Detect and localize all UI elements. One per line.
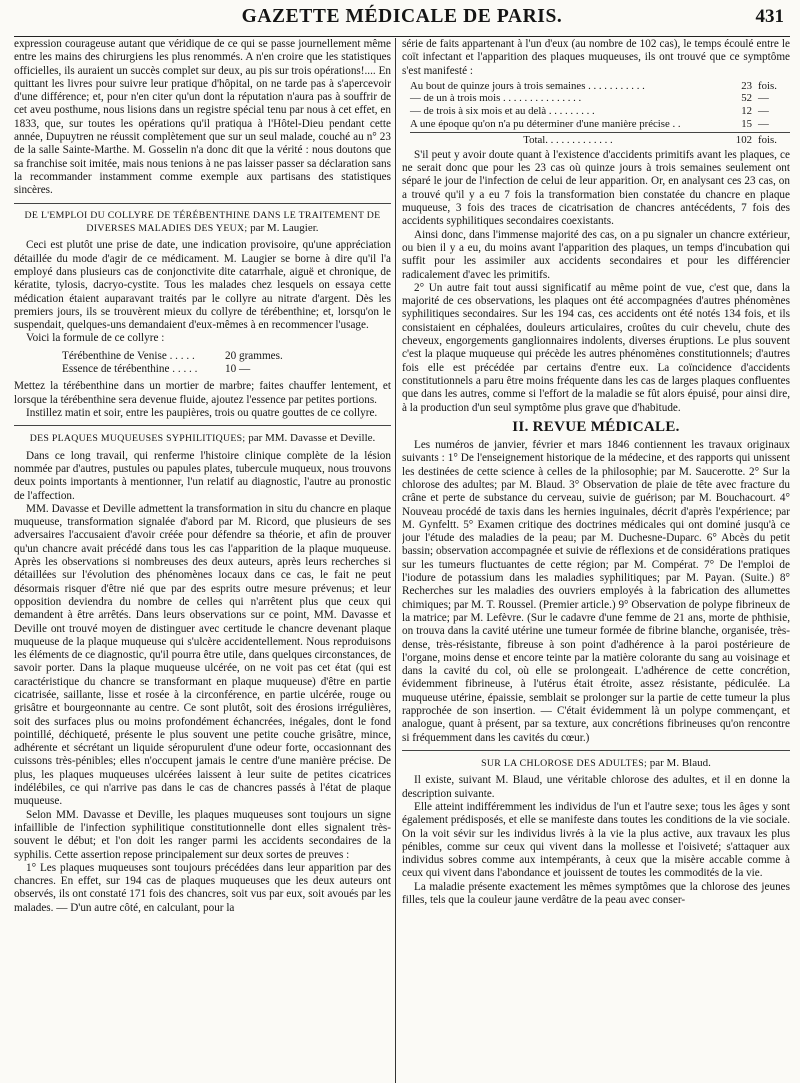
paragraph: S'il peut y avoir doute quant à l'existence d'accidents primitifs avant les plaques, ce ne serait donc que pour les 23 cas où quinze jours à trois semaines seulement ont séparé le jour de l'infection de celui de leur apparition. Or, en analysant ces 23 cas, on a trouvé qu'il y a eu 7 fois la transformation bien constatée du chancre en plaque muqueuse, 3 fois des traces de cicatrisation de chancres antécédents, 7 fois des accidents syphilitiques secondaires coexistants.	[402, 148, 790, 228]
paragraph: 2° Un autre fait tout aussi significatif au même point de vue, c'est que, dans la majorité de ces observations, les plaques ont été accompagnées d'autres phénomènes syphilitiques secondaires. Sur les 194 cas, ces accidents ont été notés 134 fois, et ils consistaient en céphalées, douleurs articulaires, croûtes du cuir chevelu, chute des cheveux, engorgements ganglionnaires indolents, diverses éruptions. Le plus souvent c'est la plaque muqueuse qui précède les autres phénomènes constitutionnels; d'autres fois elle est précédée par certains d'entre eux. La coïncidence d'accidents constitutionnels a paru être moins fréquente dans les cas de larges plaques confluentes que dans les autres, comme si l'effort de la maladie se fût alors épuisé, pour ainsi dire, à la production d'un seul symptôme plus grave que d'habitude.	[402, 281, 790, 414]
section-author: par MM. Davasse et Deville.	[248, 432, 376, 445]
stats-unit: —	[758, 105, 769, 118]
section-heading-chlorose	[402, 757, 790, 770]
section-rule	[14, 203, 391, 204]
stats-count: 23	[741, 79, 752, 92]
paragraph: Mettez la térébenthine dans un mortier de marbre; faites chauffer lentement, et lorsque la térébenthine sera devenue fluide, ajoutez l'essence par petites portions.	[14, 380, 391, 406]
stats-label: A une époque qu'on n'a pu déterminer d'une manière précise . .	[410, 117, 681, 130]
paragraph: La maladie présente exactement les mêmes symptômes que la chlorose des jeunes filles, tels que la couleur jaune verdâtre de la peau avec conser-	[402, 880, 790, 906]
section-rule	[402, 750, 790, 751]
stats-row	[410, 92, 790, 105]
stats-total-count: 102	[735, 134, 752, 147]
stats-unit: —	[758, 92, 769, 105]
paragraph: MM. Davasse et Deville admettent la transformation in situ du chancre en plaque muqueuse, transformation signalée d'abord par M. Ricord, que plusieurs de ses adversaires l'accusaient d'avoir créée pour défendre sa théorie, et afin de prouver qu'un chancre avait précédé dans tous les cas l'apparition de la plaque muqueuse. Après les observations si nombreuses des deux auteurs, après leurs recherches si détaillées sur l'évolution des phénomènes locaux dans ce cas, le fait ne peut désormais risquer d'être nié que par des esprits outre mesure prévenus; et leur opposition deviendra du nombre de celles qui n'arrêtent plus que ceux qui demandent à être arrêtés. Dans leurs observations sur ce point, MM. Davasse et Deville ont trouvé moyen de distinguer avec certitude le chancre devenant plaque muqueuse de la plaque muqueuse qui s'ulcère accidentellement. Nous reproduisons les éléments de ce diagnostic, qu'il pourra être utile, dans quelques circonstances, de savoir porter. Dans la plaque muqueuse ulcérée, on ne voit pas cet état (qui est caractéristique du chancre se transformant en plaque muqueuse) d'être en partie cicatrisée, saillante, lisse et rosée à la circonférence, en partie ulcérée, rouge ou grisâtre et bourgeonnante au centre. Ce sont plutôt, soit des érosions irrégulières, soit des surfaces plus ou moins profondément échancrées, inégales, dont le fond pointillé, déchiqueté, présente le plus souvent une petite couche grisâtre, mince, adhérente et sécrétant un liquide séropurulent d'une odeur forte, occasionnant des cuissons très-pénibles; elles n'occupent jamais le centre d'une manière précise. De plus, les plaques muqueuses ulcérées laissent à leur suite de petites cicatrices indélébiles, ce qui n'arrive pas dans le cas de chancres passés à l'état de plaque muqueuse.	[14, 502, 391, 808]
stats-count: 12	[741, 105, 752, 118]
paragraph: 1° Les plaques muqueuses sont toujours précédées dans leur apparition par des chancres. En effet, sur 194 cas de plaques muqueuses que les deux auteurs ont observés, ils ont constaté 171 fois des chancres, soit vus par eux, soit avoués par les malades. — D'un autre côté, en calculant, pour la	[14, 861, 391, 914]
stats-label: — de trois à six mois et au delà . . . . . . . . .	[410, 105, 595, 118]
right-column	[402, 38, 790, 1083]
paragraph: Selon MM. Davasse et Deville, les plaques muqueuses sont toujours un signe infaillible de l'infection syphilitique constitutionnelle dont elles signalent très-souvent le début; et l'on doit les ranger parmi les accidents secondaires de la syphilis. Cette assertion repose principalement sur deux sortes de preuves :	[14, 808, 391, 861]
formula-row	[62, 363, 391, 376]
stats-unit: —	[758, 117, 769, 130]
formula-ingredient: Essence de térébenthine . . . . .	[62, 363, 198, 376]
stats-total-row	[410, 132, 790, 147]
section-title: DES PLAQUES MUQUEUSES SYPHILITIQUES;	[29, 433, 246, 445]
stats-count: 52	[741, 92, 752, 105]
formula-table	[62, 350, 391, 377]
paragraph: Voici la formule de ce collyre :	[26, 332, 165, 345]
formula-quantity: 10 —	[225, 363, 251, 376]
stats-row	[410, 118, 790, 131]
paragraph: Dans ce long travail, qui renferme l'histoire clinique complète de la lésion nommée par d'autres, pustules ou papules plates, tubercule muqueux, nous trouvons deux points importants à mentionner, l'un relatif au diagnostic, l'autre au pronostic de l'affection.	[14, 449, 391, 502]
formula-ingredient: Térébenthine de Venise . . . . .	[62, 349, 195, 362]
paragraph: expression courageuse autant que véridique de ce qui se passe journellement même entre les mains des chirurgiens les plus renommés. A n'en croire que les statistiques officielles, ils auraient un succès complet sur deux, au pis sur trois opérations!.... En quittant les livres pour suivre leur pratique d'hôpital, on ne tarde pas à s'apercevoir d'une différence; et, pour n'en citer qu'un dont la réputation n'aura pas à souffrir de cet aveu posthume, nous lisions dans un registre spécial tenu par nous à cet effet, en 1833, que, sur toutes les opérations qu'il pratiqua à l'Hôtel-Dieu pendant cette année, Dupuytren ne réussit complètement que sur un seul malade, couché au n° 23 de la salle Sainte-Marthe. M. Gosselin n'a donc dit que la vérité : nous doutons que sa franchise soit imitée, mais nous tenions à ne pas laisser passer sa déclaration sans la recommander instamment comme exemple aux partisans des statistiques sincères.	[14, 38, 391, 197]
paragraph: Instillez matin et soir, entre les paupières, trois ou quatre gouttes de ce collyre.	[26, 406, 378, 419]
stats-row	[410, 105, 790, 118]
stats-label: — de un à trois mois . . . . . . . . . . . . . . .	[410, 92, 582, 105]
left-column	[14, 38, 391, 1083]
page-header	[14, 0, 790, 37]
section-title: DE L'EMPLOI DU COLLYRE DE TÉRÉBENTHINE DANS LE TRAITEMENT DE DIVERSES MALADIES DES YEUX;	[24, 209, 381, 234]
stats-total-unit: fois.	[758, 134, 777, 147]
stats-label: Au bout de quinze jours à trois semaines . . . . . . . . . . .	[410, 79, 645, 92]
paragraph: Ceci est plutôt une prise de date, une indication provisoire, qu'une appréciation détaillée du mode d'agir de ce médicament. M. Laugier se borne à dire qu'il l'a employé dans plusieurs cas de conjonctivite dite catarrhale, aiguë et chronique, de kératite, tylosis, dacryo-cystite. Tous les malades chez lesquels on essaya cette médication étaient auparavant traités par le collyre au nitrate d'argent. Dès les premiers jours, ils se trouvèrent mieux du collyre de térébenthine; et, lorsqu'on le suspendait, quelques-uns demandaient d'eux-mêmes à en recommencer l'usage.	[14, 239, 391, 332]
section-author: par M. Laugier.	[250, 221, 319, 234]
page-number: 431	[755, 6, 784, 27]
paragraph: Ainsi donc, dans l'immense majorité des cas, on a pu signaler un chancre extérieur, ou bien il y a eu, du moins avant l'apparition des plaques, un temps d'incubation qui suffit pour les assimiler aux accidents secondaires et pour les différencier radicalement d'avec les primitifs.	[402, 228, 790, 281]
paragraph: Les numéros de janvier, février et mars 1846 contiennent les travaux originaux suivants : 1° De l'enseignement historique de la médecine, et des rapports qui unissent les destinées de cette science à celles de la philosophie; par M. Saucerotte. 2° Sur la chlorose des adultes; par M. Blaud. 3° Observation de plaie de tête avec fracture du crâne et perte de substance du cerveau, suivie de guérison; par M. Bouchacourt. 4° Nouveau procédé de taxis dans les hernies inguinales, décrit d'après l'expérience; par M. Gynfeltt. 5° Examen critique des doctrines médicales qui ont dominé jusqu'à ce jour l'étude des maladies de la peau; par M. Duchesne-Duparc. 6° Abcès du petit bassin; observation accompagnée et suivie de réflexions et de considérations pratiques sur les tumeurs fluctuantes de cette région; par M. Compérat. 7° De l'emploi de l'iodure de potassium dans les maladies syphilitiques; par M. Payan. (Suite.) 8° Recherches sur les maladies des ouvriers employés à la fabrication des allumettes chimiques; par M. T. Roussel. (Premier article.) 9° Observation de polype fibrineux de la matrice; par M. Lefèvre. (Sur le cadavre d'une femme de 21 ans, morte de phthisie, on trouva dans la cavité utérine une tumeur formée de fibrine blanche, organisée, très-dense, très-résistante, fibreuse à son point d'adhérence à la paroi postérieure de l'organe, moins dense et encore teinte par la matière colorante du sang au voisinage et dans la cavité du col, où elle se prolongeait. L'adhérence de cette concrétion, évidemment fibrineuse, à l'utérus était étroite, assez résistante, pédiculée. La muqueuse utérine, épaissie, semblait se prolonger sur la partie de cette tumeur la plus rapprochée de son insertion. — C'était évidemment là un polype commençant, et analogue, quant à présent, par sa texture, aux concrétions fibrineuses qu'on rencontre si fréquemment dans les cavités du cœur.)	[402, 439, 790, 744]
section-rule	[14, 425, 391, 426]
paragraph: Il existe, suivant M. Blaud, une véritable chlorose des adultes, et il en donne la description suivante.	[402, 774, 790, 800]
section-heading-plaques	[14, 432, 391, 445]
section-title: SUR LA CHLOROSE DES ADULTES;	[481, 757, 648, 769]
formula-row	[62, 350, 391, 363]
journal-title: GAZETTE MÉDICALE DE PARIS.	[241, 6, 563, 27]
stats-count: 15	[741, 117, 752, 130]
stats-total-label: Total. . . . . . . . . . . . .	[523, 134, 613, 147]
paragraph: Elle atteint indifféremment les individus de l'un et l'autre sexe; tous les âges y sont également prédisposés, et elle se manifeste dans toutes les conditions de la vie sociale. On la voit sévir sur les individus livrés à la vie la plus active, aux travaux les plus pénibles, comme sur ceux qui vivent dans la mollesse et l'oisiveté; s'attaquer aux individus sobres comme aux intempérants, à ceux que la misère accable comme à ceux qui vivent dans l'abondance et jouissent de toutes les commodités de la vie.	[402, 800, 790, 880]
stats-table	[410, 80, 790, 147]
section-author: par M. Blaud.	[649, 756, 711, 769]
formula-quantity: 20 grammes.	[225, 349, 283, 362]
stats-row	[410, 80, 790, 93]
section-heading-terebenthine	[14, 210, 391, 236]
stats-unit: fois.	[758, 79, 777, 92]
revue-medicale-heading: II. REVUE MÉDICALE.	[512, 418, 680, 435]
paragraph: série de faits appartenant à l'un d'eux (au nombre de 102 cas), le temps écoulé entre le coït infectant et l'apparition des plaques muqueuses, ils ont trouvé que ce symptôme s'est manifesté :	[402, 38, 790, 77]
